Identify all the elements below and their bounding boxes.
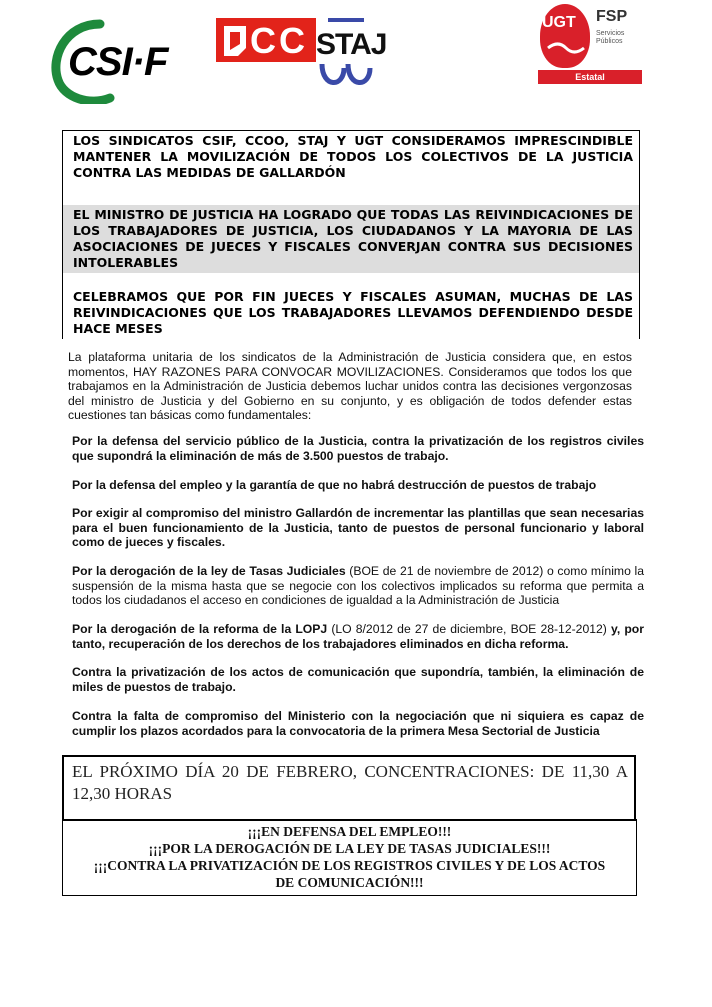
demand-bold-text: y, por tanto, recuperación de los derechos de los trabajadores eliminados en dicha reforma. xyxy=(72,622,644,651)
demand-bold-text: Por la derogación de la reforma de la LOPJ xyxy=(72,622,328,636)
demand-item-registros xyxy=(72,434,644,463)
demand-text: (LO 8/2012 de 27 de diciembre, BOE 28-12-2012) xyxy=(327,622,611,636)
demand-item-empleo xyxy=(72,478,644,493)
demand-item-comunicacion xyxy=(72,665,644,694)
call-to-action-box xyxy=(62,755,636,895)
ccoo-wordmark: CC xyxy=(250,20,308,61)
fsp-subtitle: Servicios Públicos xyxy=(596,30,625,45)
demand-item-plantillas xyxy=(72,506,644,550)
ugt-wordmark: UGT xyxy=(542,14,576,31)
ugt-fsp-logo xyxy=(536,2,646,86)
demand-item-mesa-sectorial xyxy=(72,709,644,738)
handshake-icon xyxy=(546,38,586,58)
ccoo-emblem-icon xyxy=(220,18,252,62)
fsp-wordmark: FSP xyxy=(596,8,628,25)
demand-text: Por exigir al compromiso del ministro Gallardón de incrementar las plantillas que sean necesarias para el buen funcionamiento de la Justicia, tanto de puestos de personal funcionario y laboral como de jueces y fiscales. xyxy=(72,506,644,549)
demand-bold-text: Por la derogación de la ley de Tasas Judiciales xyxy=(72,564,346,578)
demand-text: Contra la privatización de los actos de comunicación que supondría, también, la eliminación de miles de puestos de trabajo. xyxy=(72,665,644,694)
demand-text: (BOE de 21 de noviembre de 2012) o como mínimo la suspensión de la misma hasta que se negocie con los colectivos implicados su reforma que permita a todos los ciudadanos el acceso en condiciones de igualdad a la Administración de Justicia xyxy=(72,564,644,607)
demand-item-tasas xyxy=(72,564,644,608)
header-minister-statement: EL MINISTRO DE JUSTICIA HA LOGRADO QUE TODAS LAS REIVINDICACIONES DE LOS TRABAJADORES DE JUSTICIA, LOS CIUDADANOS Y LA MAYORIA DE LAS ASOCIACIONES DE JUECES Y FISCALES CONVERJAN CONTRA SUS DECISIONES INTOLERABLES xyxy=(63,205,639,273)
ccoo-logo xyxy=(216,18,316,62)
header-box xyxy=(62,130,640,339)
ugt-estatal-bar: Estatal xyxy=(538,70,642,84)
slogan-privatizacion: ¡¡¡CONTRA LA PRIVATIZACIÓN DE LOS REGISTROS CIVILES Y DE LOS ACTOS DE COMUNICACIÓN!!! xyxy=(93,858,606,890)
intro-paragraph: La plataforma unitaria de los sindicatos de la Administración de Justicia considera que, en estos momentos, HAY RAZONES PARA CONVOCAR MOVILIZACIONES. Consideramos que todos los que trabajamos en la Administración de Justicia debemos luchar unidos contra las decisiones vergonzosas del ministro de Justicia y del Gobierno en su conjunto, y es obligación de todos defender estas cuestiones tan básicas como fundamentales: xyxy=(68,350,632,422)
csif-logo xyxy=(50,18,168,104)
header-celebration-statement: CELEBRAMOS QUE POR FIN JUECES Y FISCALES ASUMAN, MUCHAS DE LAS REIVINDICACIONES QUE LOS TRABAJADORES LLEVAMOS DEFENDIENDO DESDE HACE MESES xyxy=(73,289,633,336)
demand-text: Contra la falta de compromiso del Ministerio con la negociación que ni siquiera es capaz de cumplir los plazos acordados para la convocatoria de la primera Mesa Sectorial de Justicia xyxy=(72,709,644,738)
header-statement: LOS SINDICATOS CSIF, CCOO, STAJ Y UGT CONSIDERAMOS IMPRESCINDIBLE MANTENER LA MOVILIZACIÓN DE TODOS LOS COLECTIVOS DE LA JUSTICIA CONTRA LAS MEDIDAS DE GALLARDÓN xyxy=(73,133,633,180)
demand-text: Por la defensa del servicio público de la Justicia, contra la privatización de los registros civiles que supondrá la eliminación de más de 3.500 puestos de trabajo. xyxy=(72,434,644,463)
demand-text: Por la defensa del empleo y la garantía de que no habrá destrucción de puestos de trabajo xyxy=(72,478,597,492)
demand-item-lopj xyxy=(72,622,644,651)
slogans-frame xyxy=(62,819,637,896)
staj-wordmark: STAJ xyxy=(316,28,387,61)
slogan-tasas: ¡¡¡POR LA DEROGACIÓN DE LA LEY DE TASAS JUDICIALES!!! xyxy=(148,841,551,856)
slogans xyxy=(63,823,636,891)
concentration-headline: EL PRÓXIMO DÍA 20 DE FEBRERO, CONCENTRACIONES: DE 11,30 A 12,30 HORAS xyxy=(72,762,628,803)
staj-logo xyxy=(314,14,387,88)
slogan-empleo: ¡¡¡EN DEFENSA DEL EMPLEO!!! xyxy=(247,824,452,839)
csif-wordmark: CSI·F xyxy=(68,40,168,84)
headline-frame xyxy=(62,755,636,821)
